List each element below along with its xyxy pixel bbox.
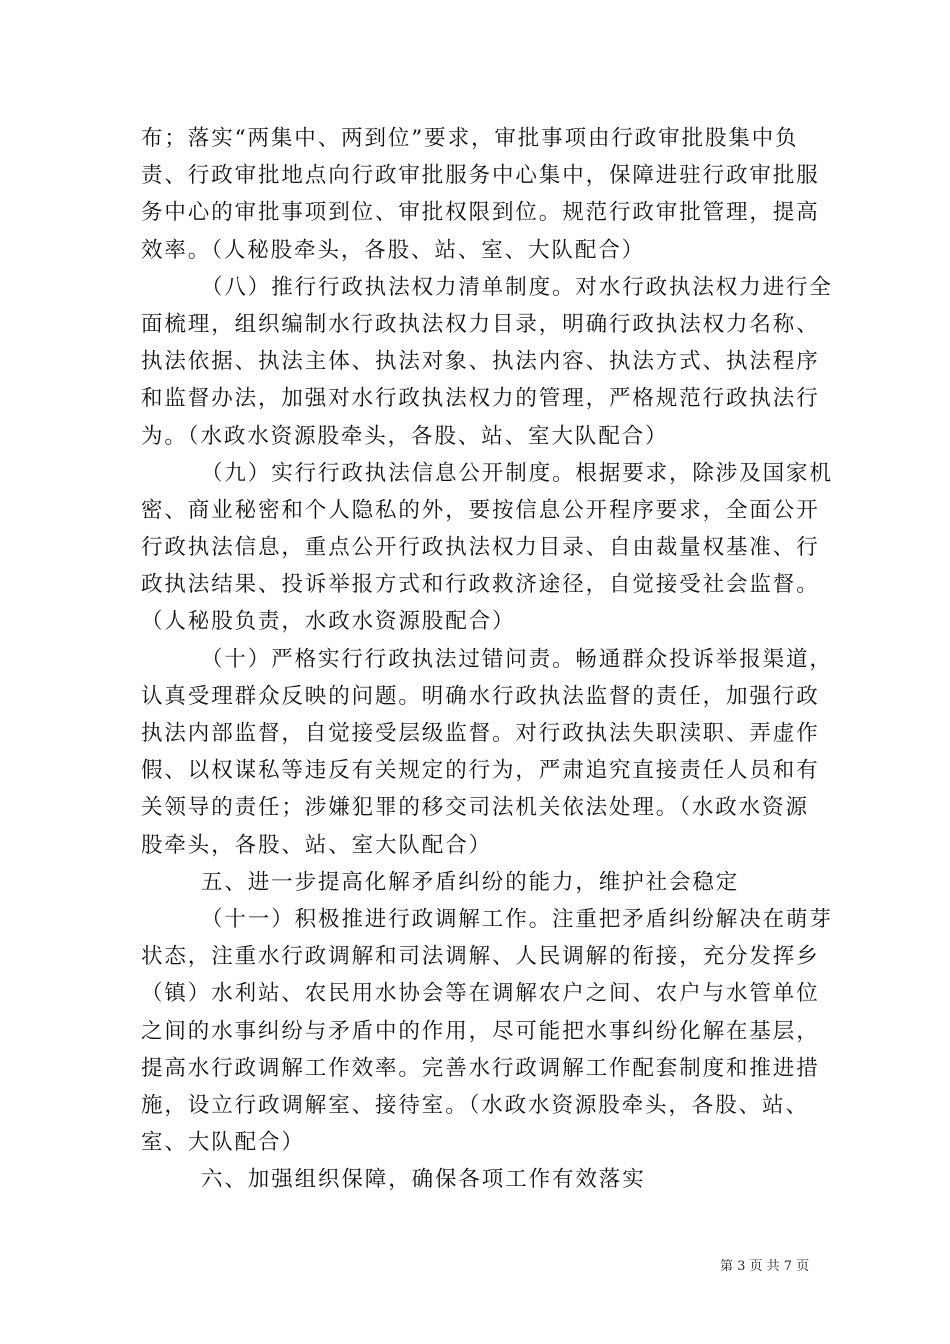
text-line: 为。（水政水资源股牵头，各股、站、室大队配合） xyxy=(141,423,669,449)
text-line: 假、以权谋私等违反有关规定的行为，严肃追究直接责任人员和有 xyxy=(141,758,820,784)
document-body xyxy=(141,120,833,1198)
text-line: 室、大队配合） xyxy=(141,1130,305,1156)
text-line: 施，设立行政调解室、接待室。（水政水资源股牵头，各股、站、 xyxy=(141,1092,809,1118)
text-line: 效率。（人秘股牵头，各股、站、室、大队配合） xyxy=(141,237,646,263)
text-line: 股牵头，各股、站、室大队配合） xyxy=(141,832,493,858)
text-line: （镇）水利站、农民用水协会等在调解农户之间、农户与水管单位 xyxy=(141,981,820,1007)
text-line: 执法内部监督，自觉接受层级监督。对行政执法失职渎职、弄虚作 xyxy=(141,721,820,746)
text-line: 密、商业秘密和个人隐私的外，要按信息公开程序要求，全面公开 xyxy=(141,497,820,523)
text-line: 务中心的审批事项到位、审批权限到位。规范行政审批管理，提高 xyxy=(141,200,820,226)
text-line: 提高水行政调解工作效率。完善水行政调解工作配套制度和推进措 xyxy=(141,1055,820,1081)
text-line: 和监督办法，加强对水行政执法权力的管理，严格规范行政执法行 xyxy=(141,386,820,412)
text-line: （人秘股负责，水政水资源股配合） xyxy=(141,609,516,635)
page-number: 第 3 页 共 7 页 xyxy=(720,1259,810,1274)
text-line: 状态，注重水行政调解和司法调解、人民调解的衔接，充分发挥乡 xyxy=(141,944,820,970)
text-line: 责、行政审批地点向行政审批服务中心集中，保障进驻行政审批服 xyxy=(141,163,820,189)
text-line: 六、加强组织保障，确保各项工作有效落实 xyxy=(201,1167,646,1193)
text-line: （九）实行行政执法信息公开制度。根据要求，除涉及国家机 xyxy=(201,460,833,486)
text-line: 面梳理，组织编制水行政执法权力目录，明确行政执法权力名称、 xyxy=(141,311,820,337)
text-line: 布；落实“两集中、两到位”要求，审批事项由行政审批股集中负 xyxy=(141,126,799,151)
text-line: （十一）积极推进行政调解工作。注重把矛盾纠纷解决在萌芽 xyxy=(201,906,833,932)
text-line: 之间的水事纠纷与矛盾中的作用，尽可能把水事纠纷化解在基层， xyxy=(141,1018,820,1044)
text-line: 执法依据、执法主体、执法对象、执法内容、执法方式、执法程序 xyxy=(141,349,820,375)
text-line: 五、进一步提高化解矛盾纠纷的能力，维护社会稳定 xyxy=(201,869,740,895)
text-line: （八）推行行政执法权力清单制度。对水行政执法权力进行全 xyxy=(201,274,833,300)
text-line: 关领导的责任；涉嫌犯罪的移交司法机关依法处理。（水政水资源 xyxy=(141,795,809,821)
text-line: 认真受理群众反映的问题。明确水行政执法监督的责任，加强行政 xyxy=(141,683,820,709)
text-line: （十）严格实行行政执法过错问责。畅通群众投诉举报渠道， xyxy=(201,646,833,672)
text-line: 政执法结果、投诉举报方式和行政救济途径，自觉接受社会监督。 xyxy=(141,572,820,598)
text-line: 行政执法信息，重点公开行政执法权力目录、自由裁量权基准、行 xyxy=(141,535,820,561)
